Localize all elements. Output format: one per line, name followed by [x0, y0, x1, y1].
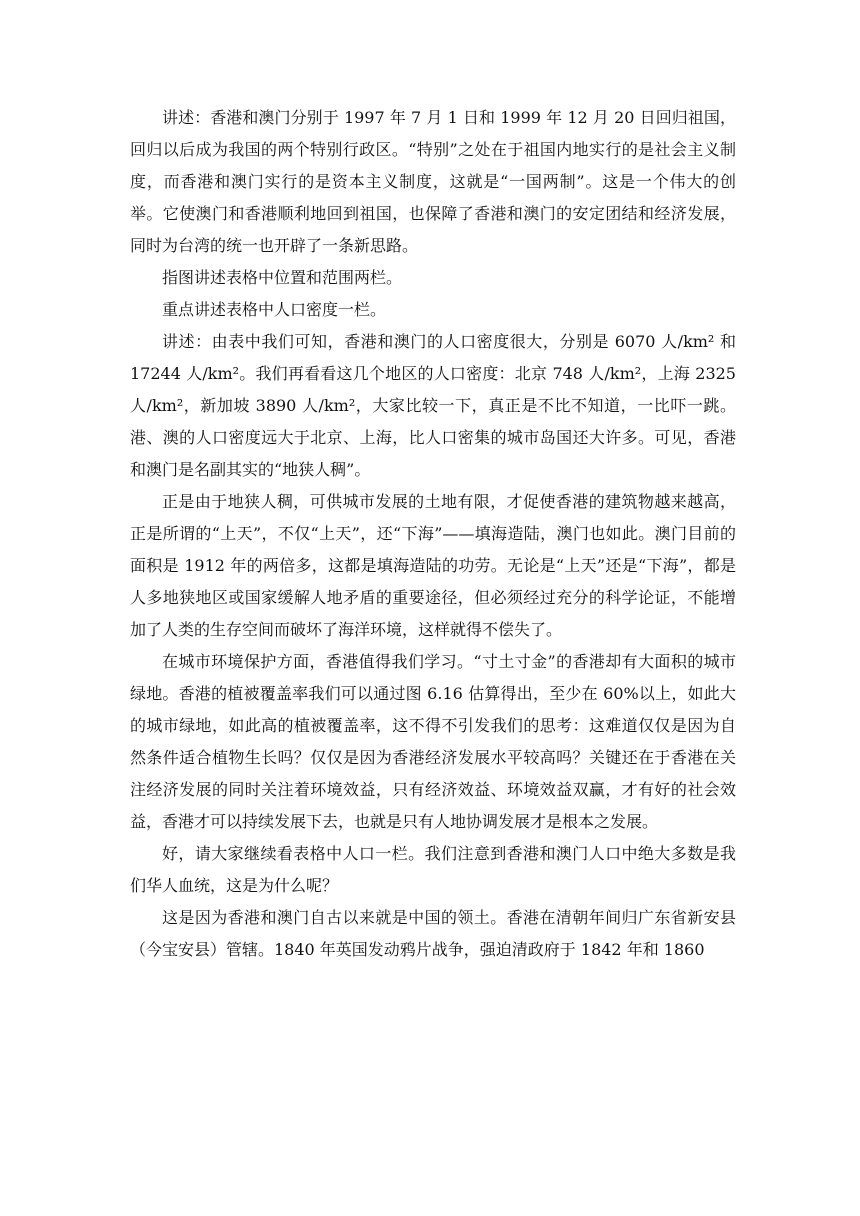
paragraph-map-position: 指图讲述表格中位置和范围两栏。 — [162, 268, 403, 287]
document-page — [130, 102, 736, 966]
paragraph-urban-greenery: 在城市环境保护方面，香港值得我们学习。“寸土寸金”的香港却有大面积的城市绿地。香港的植被覆盖率我们可以通过图 6.16 估算得出，至少在 60%以上，如此大的城市绿地，如此高的植被覆盖率，这不得不引发我们的思考：这难道仅仅是因为自然条件适合植物生长吗？仅仅是因为香港经济发展水平较高吗？关键还在于香港在关注经济发展的同时关注着环境效益，只有经济效益、环境效益双赢，才有好的社会效益，香港才可以持续发展下去，也就是只有人地协调发展才是根本之发展。 — [130, 652, 736, 831]
paragraph-land-reclamation: 正是由于地狭人稠，可供城市发展的土地有限，才促使香港的建筑物越来越高，正是所谓的“上天”，不仅“上天”，还“下海”——填海造陆，澳门也如此。澳门目前的面积是 1912 年的两倍多，这都是填海造陆的功劳。无论是“上天”还是“下海”，都是人多地狭地区或国家缓解人地矛盾的重要途径，但必须经过充分的科学论证，不能增加了人类的生存空间而破坏了海洋环境，这样就得不偿失了。 — [130, 492, 736, 639]
paragraph-density-focus: 重点讲述表格中人口密度一栏。 — [162, 300, 387, 319]
paragraph-territory-history: 这是因为香港和澳门自古以来就是中国的领土。香港在清朝年间归广东省新安县（今宝安县）管辖。1840 年英国发动鸦片战争，强迫清政府于 1842 年和 1860 — [130, 908, 736, 959]
paragraph-population-column: 好，请大家继续看表格中人口一栏。我们注意到香港和澳门人口中绝大多数是我们华人血统，这是为什么呢？ — [130, 844, 736, 895]
paragraph-population-density: 讲述：由表中我们可知，香港和澳门的人口密度很大，分别是 6070 人/km² 和 17244 人/km²。我们再看看这几个地区的人口密度：北京 748 人/km²，上海 2325 人/km²，新加坡 3890 人/km²，大家比较一下，真正是不比不知道，一比吓一跳。港、澳的人口密度远大于北京、上海，比人口密集的城市岛国还大许多。可见，香港和澳门是名副其实的“地狭人稠”。 — [130, 332, 736, 479]
paragraph-return-history: 讲述：香港和澳门分别于 1997 年 7 月 1 日和 1999 年 12 月 20 日回归祖国，回归以后成为我国的两个特别行政区。“特别”之处在于祖国内地实行的是社会主义制度，而香港和澳门实行的是资本主义制度，这就是“一国两制”。这是一个伟大的创举。它使澳门和香港顺利地回到祖国，也保障了香港和澳门的安定团结和经济发展，同时为台湾的统一也开辟了一条新思路。 — [130, 108, 736, 255]
